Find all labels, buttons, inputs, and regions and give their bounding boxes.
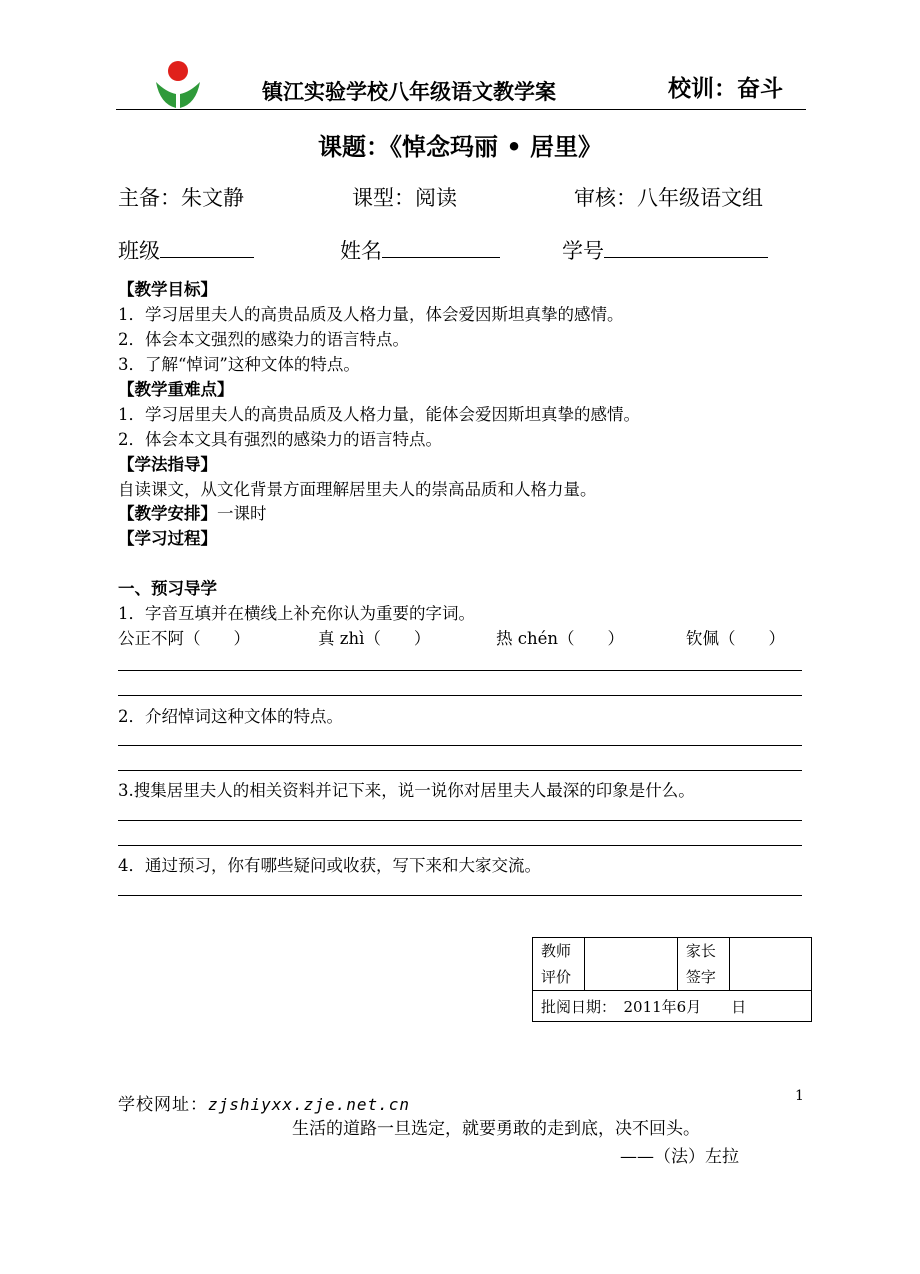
arrangement-heading: 【教学安排】: [118, 504, 217, 523]
name-blank[interactable]: [382, 235, 500, 258]
school-website: [118, 1090, 410, 1115]
answer-line[interactable]: [118, 845, 802, 846]
question-1: 1．字音互填并在横线上补充你认为重要的字词。: [118, 604, 475, 623]
pinyin-item: 热 chén（ ）: [496, 629, 625, 648]
objective-item: 3．了解“悼词”这种文体的特点。: [118, 355, 360, 374]
website-label: 学校网址：: [118, 1095, 208, 1115]
parent-sign-cell[interactable]: [729, 938, 811, 991]
teacher-eval-cell[interactable]: [585, 938, 678, 991]
school-title: 镇江实验学校八年级语文教学案: [262, 80, 556, 104]
lesson-title: 课题：《悼念玛丽 • 居里》: [317, 133, 603, 161]
preview-heading: 一、预习导学: [118, 579, 217, 598]
number-label: 学号: [562, 239, 604, 263]
method-text: 自读课文，从文化背景方面理解居里夫人的崇高品质和人格力量。: [118, 480, 597, 499]
answer-line[interactable]: [118, 770, 802, 771]
header-divider: [116, 109, 806, 110]
objectives-heading: 【教学目标】: [118, 280, 217, 299]
school-motto: 校训：奋斗: [668, 76, 783, 102]
pinyin-item: 钦佩（ ）: [686, 629, 785, 648]
process-heading: 【学习过程】: [118, 529, 217, 548]
arrangement-row: [118, 500, 267, 524]
key-point-item: 1．学习居里夫人的高贵品质及人格力量，能体会爱因斯坦真挚的感情。: [118, 405, 640, 424]
quote-author: ——（法）左拉: [620, 1147, 739, 1167]
objective-item: 2．体会本文强烈的感染力的语言特点。: [118, 330, 409, 349]
evaluation-table: [532, 937, 812, 1022]
website-url[interactable]: zjshiyxx.zje.net.cn: [208, 1095, 411, 1114]
class-label: 班级: [118, 239, 160, 263]
pinyin-item: 真 zhì（ ）: [318, 629, 431, 648]
question-4: 4．通过预习，你有哪些疑问或收获，写下来和大家交流。: [118, 856, 541, 875]
lesson-type: 课型：阅读: [352, 186, 457, 210]
class-field[interactable]: [118, 235, 254, 265]
number-field[interactable]: [562, 235, 768, 265]
number-blank[interactable]: [604, 235, 768, 258]
arrangement-text: 一课时: [217, 504, 267, 523]
class-blank[interactable]: [160, 235, 254, 258]
answer-line[interactable]: [118, 745, 802, 746]
name-field[interactable]: [340, 235, 500, 265]
review-date: 批阅日期： 2011年6月 日: [533, 991, 812, 1022]
name-label: 姓名: [340, 239, 382, 263]
parent-sign-label: 家长签字: [677, 938, 729, 991]
teacher-eval-label: 教师评价: [533, 938, 585, 991]
school-logo-icon: [152, 60, 204, 112]
objective-item: 1．学习居里夫人的高贵品质及人格力量，体会爱因斯坦真挚的感情。: [118, 305, 624, 324]
answer-line[interactable]: [118, 820, 802, 821]
pinyin-item: 公正不阿（ ）: [118, 629, 250, 648]
page-number: 1: [795, 1088, 804, 1104]
answer-line[interactable]: [118, 895, 802, 896]
method-heading: 【学法指导】: [118, 455, 217, 474]
answer-line[interactable]: [118, 670, 802, 671]
preparer: 主备：朱文静: [118, 186, 244, 210]
key-point-item: 2．体会本文具有强烈的感染力的语言特点。: [118, 430, 442, 449]
reviewer: 审核：八年级语文组: [574, 186, 763, 210]
answer-line[interactable]: [118, 695, 802, 696]
question-3: 3.搜集居里夫人的相关资料并记下来，说一说你对居里夫人最深的印象是什么。: [118, 781, 695, 800]
quote-text: 生活的道路一旦选定，就要勇敢的走到底，决不回头。: [292, 1119, 700, 1139]
question-2: 2．介绍悼词这种文体的特点。: [118, 707, 343, 726]
key-points-heading: 【教学重难点】: [118, 380, 234, 399]
